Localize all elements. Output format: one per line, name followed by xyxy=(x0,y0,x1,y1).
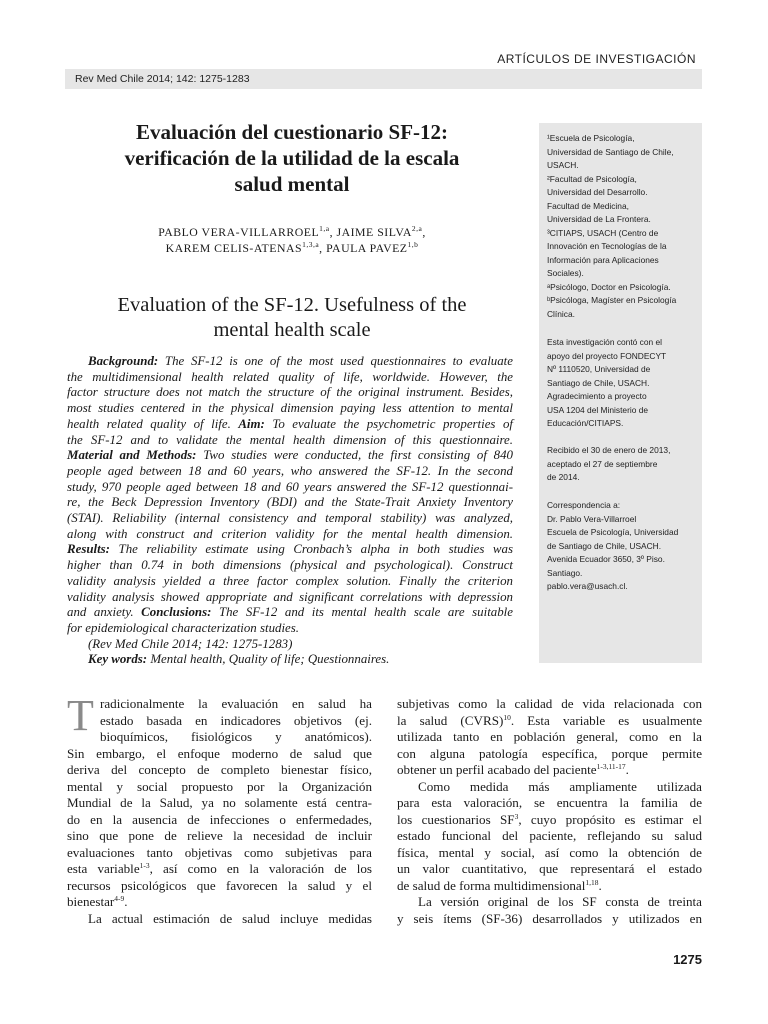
body-line: . xyxy=(124,894,128,909)
sidebar-line: Correspondencia a: xyxy=(547,500,621,510)
body-line: , cuyo propósito es estimar el xyxy=(518,811,702,827)
body-line: . xyxy=(598,877,602,893)
sidebar-line: Esta investigación contó con el xyxy=(547,337,662,347)
body-line: física, mental y social, así como la obtención de xyxy=(397,844,702,860)
section-label: ARTÍCULOS DE INVESTIGACIÓN xyxy=(497,52,696,66)
body-line: estado funcional del paciente, reflejando su salud xyxy=(397,828,702,843)
body-line: . xyxy=(625,762,629,777)
body-line: de salud de forma multidimensional xyxy=(397,877,586,893)
author-name: KAREM CELIS-ATENAS xyxy=(165,241,303,255)
body-line: los cuestionarios SF xyxy=(397,811,515,827)
sidebar-line: Recibido el 30 de enero de 2013, xyxy=(547,445,671,455)
author-separator: , xyxy=(422,225,426,239)
body-line: mental y social propuesto por la Organización xyxy=(67,778,372,794)
sidebar-line: Santiago de Chile, USACH. xyxy=(547,377,650,388)
sidebar-line: de 2014. xyxy=(547,472,580,482)
english-title xyxy=(68,293,516,343)
body-line: radicionalmente la evaluación en salud ha xyxy=(100,696,372,711)
sidebar-line: ᵇPsicóloga, Magíster en Psicología xyxy=(547,295,677,305)
sidebar-line: apoyo del proyecto FONDECYT xyxy=(547,350,667,361)
author-list xyxy=(68,224,516,256)
body-column-right xyxy=(397,696,702,927)
abstract-line: study, 970 people aged between 18 and 60 years answered the SF-12 questionnai- xyxy=(67,479,513,494)
abstract-line: Two studies were conducted, the first consisting of 840 xyxy=(203,448,513,463)
sidebar-line: USACH. xyxy=(547,160,579,170)
sidebar-line: Sociales). xyxy=(547,268,584,278)
citation-ref: 1-3 xyxy=(139,861,150,870)
abstract-line: re, the Beck Depression Inventory (BDI) and the State-Trait Anxiety Inventory xyxy=(67,495,513,510)
sidebar-line: Avenida Ecuador 3650, 3º Piso. xyxy=(547,554,665,564)
sidebar-line: Dr. Pablo Vera-Villarroel xyxy=(547,513,637,524)
abstract-line: health related quality of life. xyxy=(67,416,231,431)
body-line: subjetivas como la calidad de vida relacionada con xyxy=(397,696,702,711)
sidebar-line: pablo.vera@usach.cl. xyxy=(547,581,628,591)
citation-ref: 4-9 xyxy=(114,894,125,903)
author-affiliation-mark: 1,b xyxy=(407,240,419,249)
body-line: do en la ausencia de infecciones o enfermedades, xyxy=(67,811,372,827)
body-line: , así como en la valoración de los xyxy=(149,861,373,876)
body-line: bioquímicos, fisiológicos y anatómicos). xyxy=(100,729,372,744)
body-line: y seis ítems (SF-36) desarrollados y utilizados en xyxy=(397,910,702,926)
sidebar-line: ³CITIAPS, USACH (Centro de xyxy=(547,227,659,238)
abstract-line: validity analysis yielded a three factor complex solution. Finally the criterion xyxy=(67,573,513,588)
abstract-line: factor structure does not match the structure of the original instrument. Besides, xyxy=(67,385,513,400)
title-line: verificación de la utilidad de la escala xyxy=(124,146,460,170)
body-line: Como medida más ampliamente utilizada xyxy=(418,778,702,794)
abstract-results-label: Results: xyxy=(67,542,110,557)
body-line: recursos psicológicos que favorecen la salud y el xyxy=(67,877,372,893)
sidebar-line: ¹Escuela de Psicología, xyxy=(547,133,635,143)
correspondence xyxy=(547,499,699,594)
body-line: con alguna patología específica, porque permite xyxy=(397,745,702,761)
body-line: utilizada tanto en población general, como en la xyxy=(397,729,702,744)
abstract-line: To evaluate the psychometric properties of xyxy=(272,416,513,431)
body-line: estado basada en indicadores objetivos (ej. xyxy=(100,712,372,728)
abstract-background-label: Background: xyxy=(88,354,159,368)
sidebar-line: Universidad de Santiago de Chile, xyxy=(547,146,674,157)
abstract-line: the SF-12 and to validate the mental health dimension of this questionnaire. xyxy=(67,432,513,447)
sidebar-line: Información para Aplicaciones xyxy=(547,254,659,265)
abstract-citation: (Rev Med Chile 2014; 142: 1275-1283) xyxy=(88,636,293,651)
abstract-line: (STAI). Reliability (internal consistency and temporal stability) was analyzed, xyxy=(67,511,513,526)
author-affiliation-mark: 1,3,a xyxy=(302,240,320,249)
abstract-line: higher than 0.74 in both dimensions (physical and psychological). Construct xyxy=(67,558,513,573)
author-affiliation-mark: 1,a xyxy=(319,224,330,233)
english-title-line: mental health scale xyxy=(213,319,371,341)
abstract-line: and anxiety. xyxy=(67,605,134,620)
sidebar-line: Santiago. xyxy=(547,567,583,578)
abstract-conclusions-label: Conclusions: xyxy=(141,605,212,620)
abstract-line: for epidemiological characterization studies. xyxy=(67,620,300,635)
sidebar-line: Innovación en Tecnologías de la xyxy=(547,241,667,251)
body-line: La versión original de los SF consta de treinta xyxy=(418,894,702,909)
citation-ref: 10 xyxy=(503,712,511,722)
citation-ref: 1-3,11-17 xyxy=(596,762,626,771)
keywords-label: Key words: xyxy=(88,652,148,667)
abstract xyxy=(67,354,513,668)
article-title xyxy=(68,119,516,197)
abstract-line: The reliability estimate using Cronbach’s alpha in both studies was xyxy=(118,542,513,557)
author-name: , PAULA PAVEZ xyxy=(319,241,408,255)
english-title-line: Evaluation of the SF-12. Usefulness of the xyxy=(117,294,467,316)
sidebar-line: Universidad del Desarrollo. xyxy=(547,187,648,197)
abstract-line: The SF-12 is one of the most used questionnaires to evaluate xyxy=(164,354,513,368)
body-line: evaluaciones tanto objetivas como subjetivas para xyxy=(67,844,372,860)
abstract-line: most studies centered in the physical dimension paying less attention to mental xyxy=(67,401,513,416)
author-name: , JAIME SILVA xyxy=(329,225,412,239)
sidebar-line: Agradecimiento a proyecto xyxy=(547,391,647,401)
citation-ref: 1,18 xyxy=(585,877,599,887)
sidebar-line: aceptado el 27 de septiembre xyxy=(547,458,658,469)
author-name: PABLO VERA-VILLARROEL xyxy=(158,225,320,239)
sidebar-line: ᵃPsicólogo, Doctor en Psicología. xyxy=(547,281,671,292)
sidebar-line: ²Facultad de Psicología, xyxy=(547,173,637,184)
body-line: la salud (CVRS) xyxy=(397,712,504,728)
sidebar-line: USA 1204 del Ministerio de xyxy=(547,404,649,415)
sidebar-line: Clínica. xyxy=(547,308,575,319)
citation-ref: 3 xyxy=(514,811,519,821)
abstract-methods-label: Material and Methods: xyxy=(67,448,197,463)
affiliations xyxy=(547,132,699,321)
body-line: para esta valoración, se encuentra la familia de xyxy=(397,795,702,810)
body-line: Sin embargo, el enfoque moderno de salud que xyxy=(67,745,372,761)
abstract-aim-label: Aim: xyxy=(238,416,265,431)
body-line: . Esta variable es usualmente xyxy=(510,712,702,728)
received-dates xyxy=(547,444,699,485)
body-line: Mundial de la Salud, ya no solamente está centra- xyxy=(67,795,372,810)
abstract-line: along with construct and criterion validity for the mental health dimension. xyxy=(67,526,513,541)
body-column-left xyxy=(67,691,373,927)
body-line: esta variable xyxy=(67,861,140,876)
body-line: un valor cuantitativo, que representará el estado xyxy=(397,861,702,876)
sidebar-line: de Santiago de Chile, USACH. xyxy=(547,540,662,551)
title-line: salud mental xyxy=(234,172,350,196)
title-line: Evaluación del cuestionario SF-12: xyxy=(135,120,449,144)
abstract-line: the multidimensional health related quality of life, worldwide. However, the xyxy=(67,369,513,384)
drop-cap: T xyxy=(67,691,94,740)
abstract-line: The SF-12 and its mental health scale are suitable xyxy=(218,605,513,620)
page-number: 1275 xyxy=(673,952,702,967)
sidebar-line: Escuela de Psicología, Universidad xyxy=(547,527,679,537)
funding-note xyxy=(547,336,699,431)
author-affiliation-mark: 2,a xyxy=(411,224,423,233)
sidebar-line: Universidad de La Frontera. xyxy=(547,214,651,224)
body-line: bienestar xyxy=(67,894,115,909)
body-line: obtener un perfil acabado del paciente xyxy=(397,762,597,777)
body-line: sino que pone de relieve la necesidad de incluir xyxy=(67,828,372,843)
body-line: deriva del concepto de completo bienestar físico, xyxy=(67,762,372,777)
sidebar-line: Educación/CITIAPS. xyxy=(547,418,624,428)
keywords: Mental health, Quality of life; Questionnaires. xyxy=(150,652,390,667)
sidebar-line: Nº 1110520, Universidad de xyxy=(547,364,651,374)
sidebar-line: Facultad de Medicina, xyxy=(547,200,629,211)
journal-reference: Rev Med Chile 2014; 142: 1275-1283 xyxy=(75,73,250,85)
body-line: La actual estimación de salud incluye medidas xyxy=(88,910,372,926)
abstract-line: validity analysis showed appropriate and significant correlations with depression xyxy=(67,589,513,604)
abstract-line: people aged between 18 and 60 years, who answered the SF-12. In the second xyxy=(67,463,513,478)
